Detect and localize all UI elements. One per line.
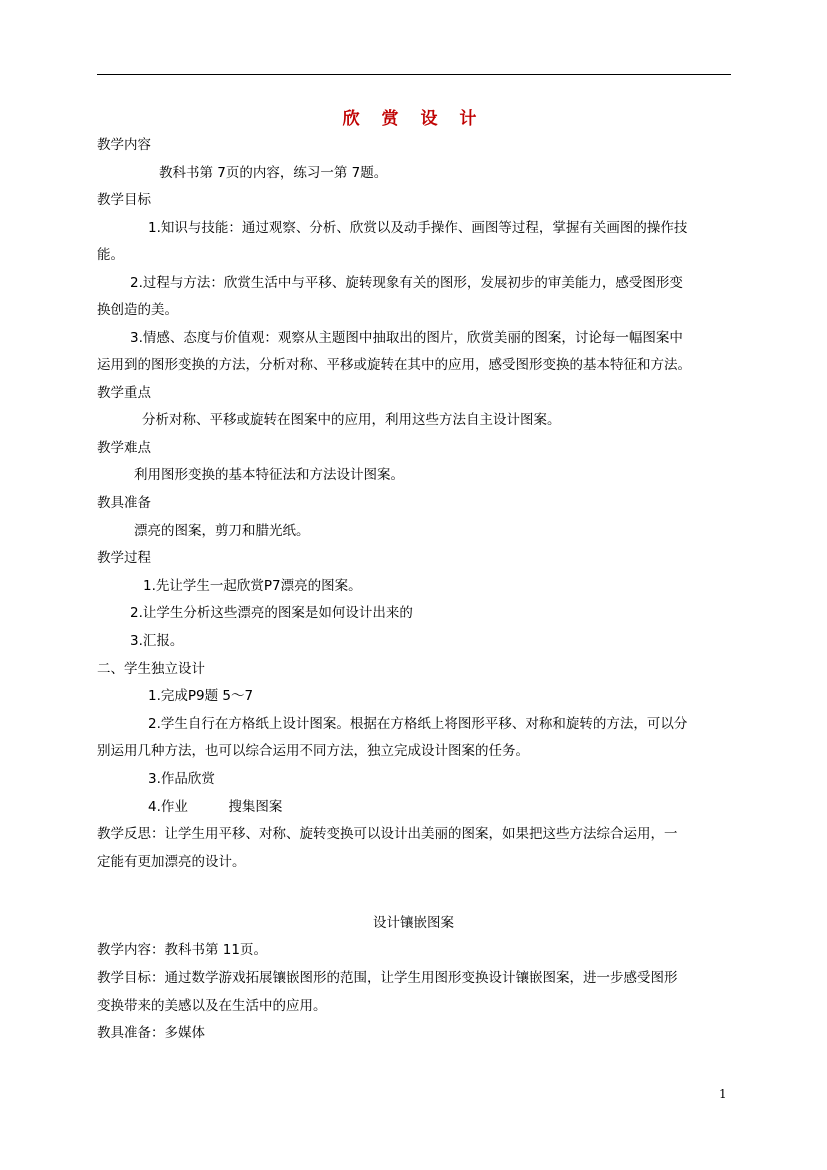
list-item: 4.作业 搜集图案 xyxy=(148,799,283,815)
paragraph: 运用到的图形变换的方法，分析对称、平移或旋转在其中的应用，感受图形变换的基本特征和方法。 xyxy=(97,357,691,373)
list-item: 3.作品欣赏 xyxy=(148,771,215,787)
page-title: 欣 赏 设 计 xyxy=(342,109,485,129)
paragraph: 教学目标：通过数学游戏拓展镶嵌图形的范围，让学生用图形变换设计镶嵌图案，进一步感受图形 xyxy=(97,970,678,986)
paragraph: 教学内容：教科书第 11页。 xyxy=(97,942,267,958)
paragraph: 漂亮的图案，剪刀和腊光纸。 xyxy=(134,523,310,539)
list-item: 1.完成P9题 5～7 xyxy=(148,688,254,704)
heading-teaching-content: 教学内容 xyxy=(97,137,151,153)
paragraph: 3.情感、态度与价值观：观察从主题图中抽取出的图片，欣赏美丽的图案，讨论每一幅图案中 xyxy=(130,330,683,346)
list-item: 3.汇报。 xyxy=(130,633,184,649)
list-item: 2.让学生分析这些漂亮的图案是如何设计出来的 xyxy=(130,605,413,621)
page-number: 1 xyxy=(719,1087,727,1101)
heading-teaching-goals: 教学目标 xyxy=(97,192,151,208)
paragraph: 别运用几种方法，也可以综合运用不同方法，独立完成设计图案的任务。 xyxy=(97,743,529,759)
heading-difficulties: 教学难点 xyxy=(97,440,151,456)
heading-independent-design: 二、学生独立设计 xyxy=(97,661,205,677)
heading-process: 教学过程 xyxy=(97,550,151,566)
paragraph: 利用图形变换的基本特征法和方法设计图案。 xyxy=(134,467,404,483)
section-title: 设计镶嵌图案 xyxy=(373,915,454,931)
paragraph: 教具准备：多媒体 xyxy=(97,1025,205,1041)
paragraph: 教学反思：让学生用平移、对称、旋转变换可以设计出美丽的图案，如果把这些方法综合运用，一 xyxy=(97,826,678,842)
paragraph: 定能有更加漂亮的设计。 xyxy=(97,854,246,870)
heading-key-points: 教学重点 xyxy=(97,385,151,401)
heading-materials: 教具准备 xyxy=(97,495,151,511)
list-item: 1.先让学生一起欣赏P7漂亮的图案。 xyxy=(143,578,362,594)
paragraph: 分析对称、平移或旋转在图案中的应用，利用这些方法自主设计图案。 xyxy=(142,412,561,428)
list-item: 2.学生自行在方格纸上设计图案。根据在方格纸上将图形平移、对称和旋转的方法，可以分 xyxy=(148,716,688,732)
paragraph: 教科书第 7页的内容，练习一第 7题。 xyxy=(159,165,388,181)
paragraph: 2.过程与方法：欣赏生活中与平移、旋转现象有关的图形，发展初步的审美能力，感受图形变 xyxy=(130,275,683,291)
paragraph: 1.知识与技能：通过观察、分析、欣赏以及动手操作、画图等过程，掌握有关画图的操作技 xyxy=(148,220,688,236)
header-rule xyxy=(97,74,731,75)
paragraph: 变换带来的美感以及在生活中的应用。 xyxy=(97,998,327,1014)
paragraph: 换创造的美。 xyxy=(97,302,178,318)
paragraph: 能。 xyxy=(97,247,124,263)
